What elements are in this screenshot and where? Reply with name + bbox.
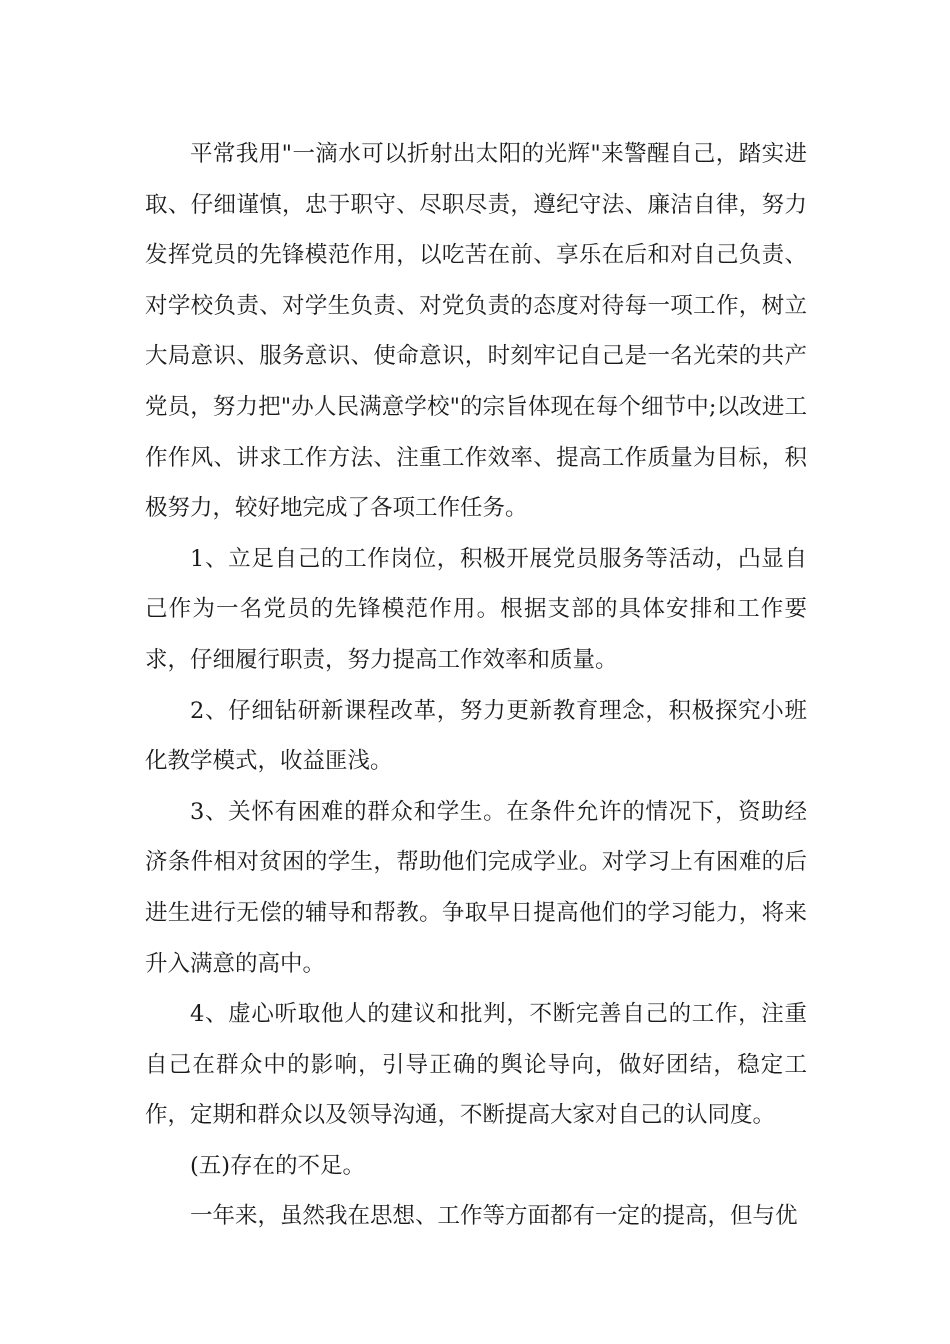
paragraph-item-2: 2、仔细钻研新课程改革，努力更新教育理念，积极探究小班化教学模式，收益匪浅。	[145, 697, 807, 775]
paragraph-item-3: 3、关怀有困难的群众和学生。在条件允许的情况下，资助经济条件相对贫困的学生，帮助他们完成学业。对学习上有困难的后进生进行无偿的辅导和帮教。争取早日提高他们的学习能力，将来升入满意的高中。	[145, 798, 807, 977]
paragraph-shortcomings: 一年来，虽然我在思想、工作等方面都有一定的提高，但与优	[190, 1203, 798, 1230]
paragraph-intro: 平常我用"一滴水可以折射出太阳的光辉"来警醒自己，踏实进取、仔细谨慎，忠于职守、尽职尽责，遵纪守法、廉洁自律，努力发挥党员的先锋模范作用，以吃苦在前、享乐在后和对自己负责、对学校负责、对学生负责、对党负责的态度对待每一项工作，树立大局意识、服务意识、使命意识，时刻牢记自己是一名光荣的共产党员，努力把"办人民满意学校"的宗旨体现在每个细节中;以改进工作作风、讲求工作方法、注重工作效率、提高工作质量为目标，积极努力，较好地完成了各项工作任务。	[145, 141, 807, 522]
document-body	[145, 129, 807, 1242]
paragraph-item-1: 1、立足自己的工作岗位，积极开展党员服务等活动，凸显自己作为一名党员的先锋模范作用。根据支部的具体安排和工作要求，仔细履行职责，努力提高工作效率和质量。	[145, 545, 807, 673]
section-heading-shortcomings: (五)存在的不足。	[190, 1152, 366, 1179]
paragraph-item-4: 4、虚心听取他人的建议和批判，不断完善自己的工作，注重自己在群众中的影响，引导正确的舆论导向，做好团结，稳定工作，定期和群众以及领导沟通，不断提高大家对自己的认同度。	[145, 1001, 807, 1129]
